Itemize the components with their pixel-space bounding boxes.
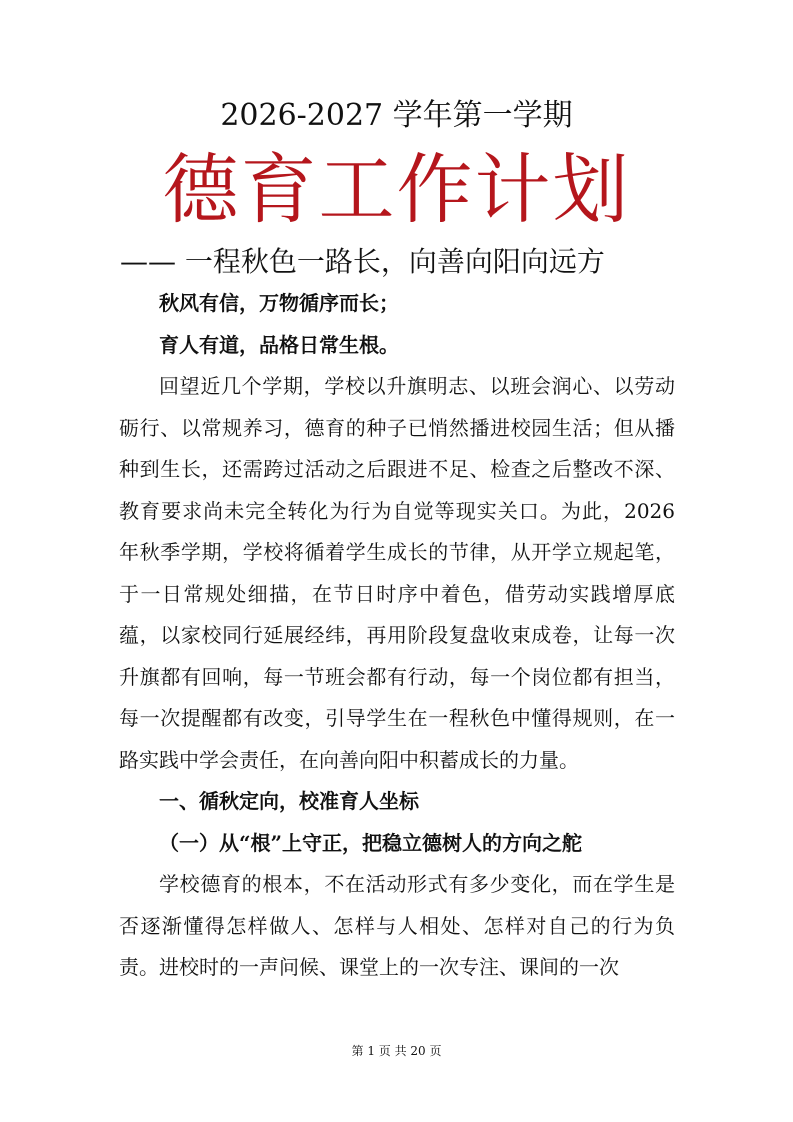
page-footer: 第 1 页 共 20 页 bbox=[351, 1044, 442, 1058]
lead-line-2: 育人有道，品格日常生根。 bbox=[159, 332, 399, 357]
lead-line-1: 秋风有信，万物循序而长； bbox=[159, 291, 399, 315]
section-heading-1: 一、循秋定向，校准育人坐标 bbox=[159, 789, 419, 813]
intro-paragraph: 回望近几个学期，学校以升旗明志、以班会润心、以劳动砺行、以常规养习，德育的种子已悄然播进校园生活；但从播种到生长，还需跨过活动之后跟进不足、检查之后整改不深、教育要求尚未完全转化为行为自觉等现实关口。为此，2026 年秋季学期，学校将循着学生成长的节律，从开学立规起笔，于一日常规处细描，在节日时序中着色，借劳动实践增厚底蕴，以家校同行延展经纬，再用阶段复盘收束成卷，让每一次升旗都有回响，每一节班会都有行动，每一个岗位都有担当，每一次提醒都有改变，引导学生在一程秋色中懂得规则，在一路实践中学会责任，在向善向阳中积蓄成长的力量。 bbox=[119, 374, 675, 772]
section-paragraph-1: 学校德育的根本，不在活动形式有多少变化，而在学生是否逐渐懂得怎样做人、怎样与人相处、怎样对自己的行为负责。进校时的一声问候、课堂上的一次专注、课间的一次 bbox=[119, 872, 675, 979]
document-title: 德育工作计划 bbox=[162, 145, 631, 234]
theme-subtitle: —— 一程秋色一路长，向善向阳向远方 bbox=[120, 245, 605, 278]
subsection-heading-1: （一）从“根”上守正，把稳立德树人的方向之舵 bbox=[159, 830, 583, 855]
term-heading: 2026-2027 学年第一学期 bbox=[220, 98, 573, 133]
document-body bbox=[119, 283, 675, 989]
